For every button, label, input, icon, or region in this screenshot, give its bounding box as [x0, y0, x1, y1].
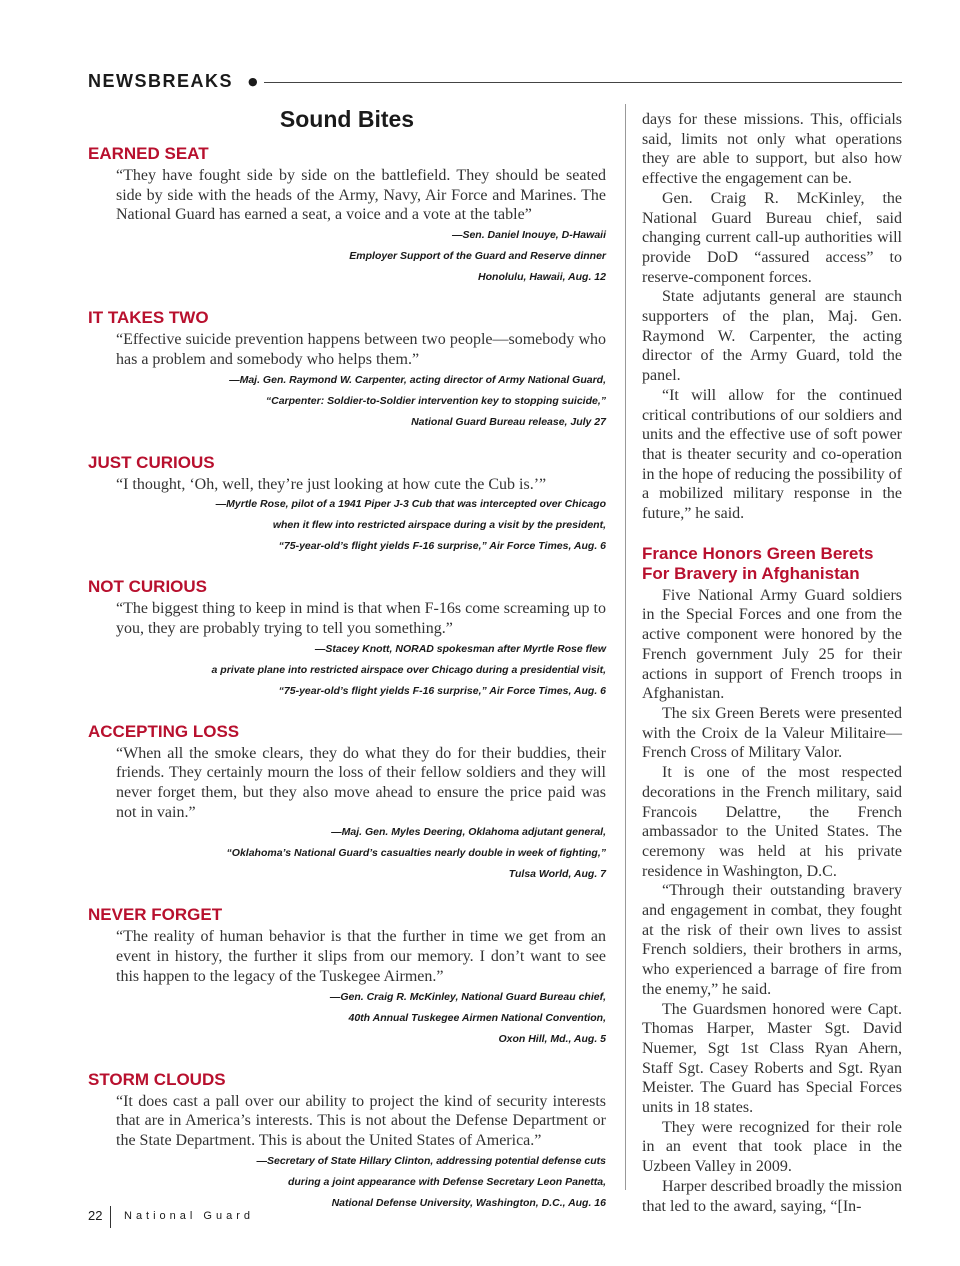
attribution-line: —Maj. Gen. Myles Deering, Oklahoma adjutant general,: [331, 826, 606, 839]
attribution-line: a private plane into restricted airspace over Chicago during a presidential visit,: [211, 663, 606, 676]
sound-bite-quote: “The biggest thing to keep in mind is that when F-16s come screaming up to you, they are probably trying to tell you something.”: [116, 600, 606, 637]
sound-bite-attribution: [88, 1151, 606, 1214]
bullet-icon: ●: [248, 75, 258, 88]
sound-bite-heading: STORM CLOUDS: [88, 1069, 226, 1089]
article-paragraph: “Through their outstanding bravery and engagement in combat, they fought at the risk of their own lives to assist French soldiers, their brothers in arms, who experienced a barrage of fire from the enemy,” he said.: [642, 882, 902, 998]
sound-bite-attribution: [88, 225, 606, 288]
attribution-line: “75-year-old’s flight yields F-16 surprise,” Air Force Times, Aug. 6: [278, 540, 606, 553]
attribution-line: Oxon Hill, Md., Aug. 5: [498, 1032, 606, 1045]
sound-bite-quote: “Effective suicide prevention happens between two people—somebody who has a problem and somebody who helps them.”: [116, 331, 606, 368]
attribution-line: —Gen. Craig R. McKinley, National Guard Bureau chief,: [329, 990, 606, 1003]
attribution-line: Employer Support of the Guard and Reserve dinner: [349, 250, 606, 263]
sound-bite-heading: JUST CURIOUS: [88, 452, 215, 472]
article-paragraph: Harper described broadly the mission that led to the award, saying, “[In-: [642, 1177, 902, 1215]
sound-bite-heading: ACCEPTING LOSS: [88, 721, 240, 741]
story-headline-line: For Bravery in Afghanistan: [642, 563, 860, 583]
footer-divider: [110, 1206, 111, 1228]
page-title: Sound Bites: [279, 106, 415, 132]
article-paragraph: days for these missions. This, officials said, limits not only what operations they are able to support, but also how effective the engagement can be.: [642, 111, 902, 188]
story-headline: [642, 544, 902, 584]
sound-bite-heading: EARNED SEAT: [88, 144, 209, 163]
sound-bite-accepting-loss: [88, 722, 606, 886]
attribution-line: “Carpenter: Soldier-to-Soldier intervention key to stopping suicide,”: [265, 394, 606, 407]
section-label: NEWSBREAKS: [88, 71, 234, 91]
attribution-line: Honolulu, Hawaii, Aug. 12: [478, 271, 606, 284]
story-headline-line: France Honors Green Berets: [642, 543, 874, 563]
attribution-line: Tulsa World, Aug. 7: [508, 868, 606, 881]
attribution-line: —Stacey Knott, NORAD spokesman after Myrtle Rose flew: [314, 642, 606, 655]
sound-bite-it-takes-two: [88, 308, 606, 432]
sound-bite-quote: “When all the smoke clears, they do what they do for their buddies, their friends. They certainly mourn the loss of their fellow soldiers and they will never forget them, but they also move ahead to ensure the price paid was not in vain.”: [116, 744, 606, 821]
attribution-line: National Defense University, Washington, D.C., Aug. 16: [331, 1196, 606, 1209]
attribution-line: 40th Annual Tuskegee Airmen National Convention,: [348, 1011, 606, 1024]
sound-bite-quote: “The reality of human behavior is that the further in time we get from an event in history, the further it slips from our memory. I don’t want to see this happen to the legacy of the Tuskegee Airmen.”: [116, 928, 606, 985]
article-paragraph: Gen. Craig R. McKinley, the National Guard Bureau chief, said changing current call-up authorities will provide DoD “assured access” to reserve-component forces.: [642, 189, 902, 286]
sound-bite-quote: “It does cast a pall over our ability to project the kind of security interests that are in America’s interests. This is not about the Defense Department or the State Department. This is about the United States of America.”: [116, 1092, 606, 1149]
sound-bite-just-curious: [88, 453, 606, 558]
publication-name: National Guard: [124, 1210, 254, 1222]
attribution-line: during a joint appearance with Defense Secretary Leon Panetta,: [287, 1175, 606, 1188]
article-paragraph: The six Green Berets were presented with the Croix de la Valeur Militaire—French Cross of Military Valor.: [642, 704, 902, 762]
attribution-line: when it flew into restricted airspace during a visit by the president,: [272, 519, 606, 532]
attribution-line: —Secretary of State Hillary Clinton, addressing potential defense cuts: [256, 1154, 606, 1167]
sound-bite-never-forget: [88, 905, 606, 1049]
sound-bite-storm-clouds: [88, 1070, 606, 1214]
sound-bite-quote: “I thought, ‘Oh, well, they’re just looking at how cute the Cub is.’”: [116, 475, 547, 493]
sound-bite-earned-seat: [88, 144, 606, 288]
sound-bite-attribution: [88, 987, 606, 1050]
attribution-line: “Oklahoma’s National Guard’s casualties nearly double in week of fighting,”: [226, 847, 606, 860]
article-paragraph: State adjutants general are staunch supporters of the plan, Maj. Gen. Raymond W. Carpenter, the acting director of the Army Guard, told the panel.: [642, 288, 902, 385]
sound-bite-attribution: [88, 370, 606, 433]
article-paragraph: The Guardsmen honored were Capt. Thomas Harper, Master Sgt. David Nuemer, Sgt 1st Class Ryan Ahern, Staff Sgt. Casey Roberts and Sgt. Ryan Meister. The Guard has Special Forces units in 18 states.: [642, 1000, 902, 1117]
sound-bite-quote: “They have fought side by side on the battlefield. They should be seated side by side with the heads of the Army, Navy, Air Force and Marines. The National Guard has earned a seat, a voice and a vote at the table”: [116, 167, 606, 224]
header-rule: [264, 82, 902, 83]
sound-bite-heading: IT TAKES TWO: [88, 308, 209, 328]
sound-bite-attribution: [88, 494, 606, 557]
article-paragraph: Five National Army Guard soldiers in the Special Forces and one from the active component were honored by the French government July 25 for their actions in support of French troops in Afghanistan.: [642, 586, 902, 703]
attribution-line: National Guard Bureau release, July 27: [411, 415, 606, 428]
attribution-line: —Maj. Gen. Raymond W. Carpenter, acting director of Army National Guard,: [229, 373, 606, 386]
article-paragraph: It is one of the most respected decorations in the French military, said Francois Delattre, the French ambassador to the United States. The ceremony was held at his private residence in Washington, D.C.: [642, 764, 902, 880]
attribution-line: “75-year-old’s flight yields F-16 surprise,” Air Force Times, Aug. 6: [278, 684, 606, 697]
attribution-line: —Sen. Daniel Inouye, D-Hawaii: [451, 229, 606, 242]
sound-bite-heading: NEVER FORGET: [88, 905, 223, 925]
news-column: [642, 110, 902, 1216]
sound-bite-attribution: [88, 639, 606, 702]
section-header: [88, 70, 902, 94]
sound-bite-not-curious: [88, 577, 606, 701]
article-paragraph: “It will allow for the continued critical contributions of our soldiers and units and the effective use of soft power that is theater security and co-operation in the hope of reducing the possibility of a mobilized military response in the future,” he said.: [642, 386, 902, 523]
article-paragraph: They were recognized for their role in an event that took place in the Uzbeen Valley in 2009.: [642, 1118, 902, 1176]
sound-bites-column: [88, 104, 606, 1234]
column-divider: [625, 104, 626, 1190]
sound-bite-heading: NOT CURIOUS: [88, 577, 207, 597]
attribution-line: —Myrtle Rose, pilot of a 1941 Piper J-3 Cub that was intercepted over Chicago: [215, 498, 606, 511]
page-number: 22: [88, 1208, 103, 1223]
sound-bite-attribution: [88, 822, 606, 885]
